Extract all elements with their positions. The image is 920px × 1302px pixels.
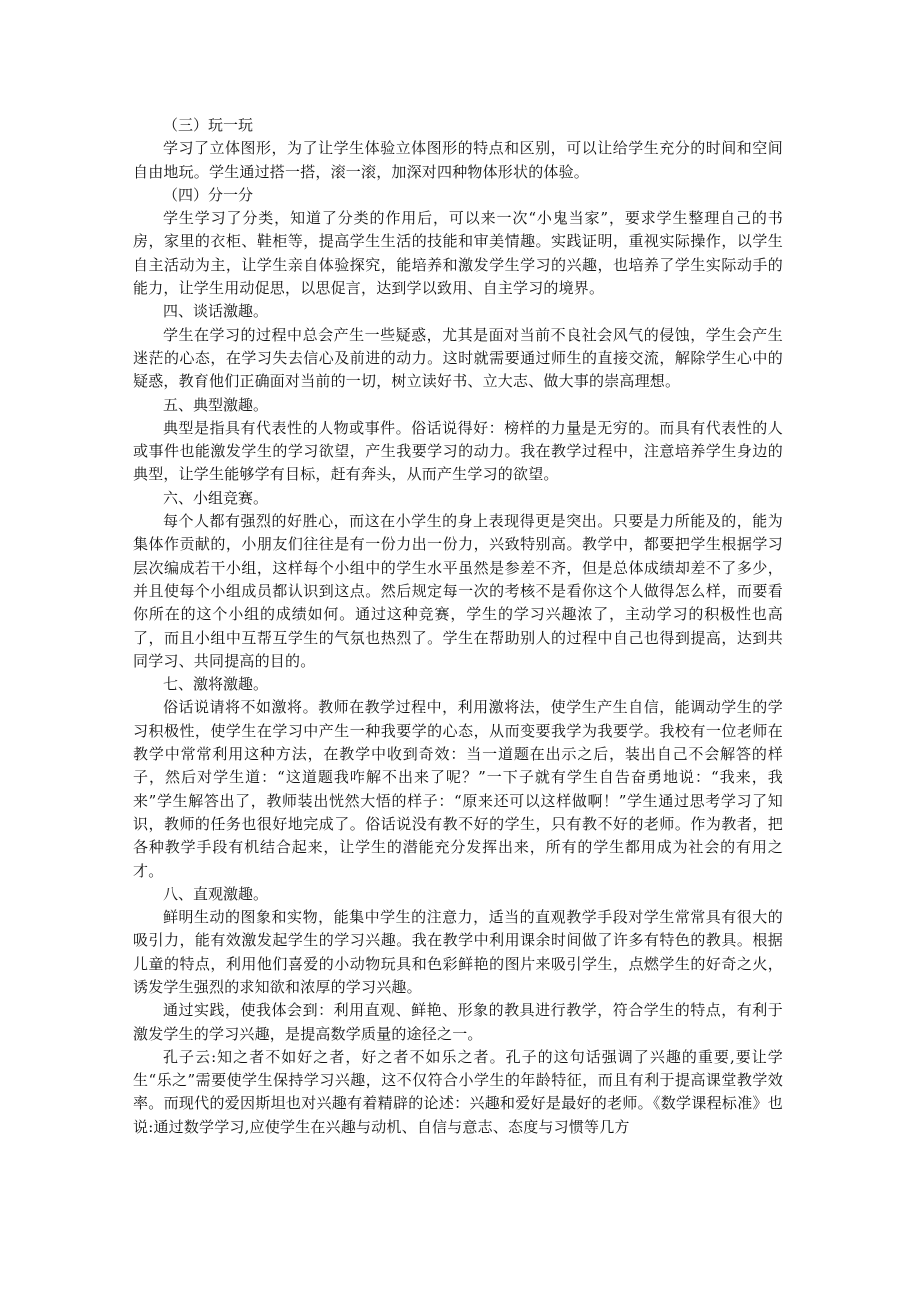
paragraph-group: 每个人都有强烈的好胜心，而这在小学生的身上表现得更是突出。只要是力所能及的，能为集体作贡献的，小朋友们往往是有一份力出一份力，兴致特别高。教学中，都要把学生根据学习层次编成若干小组，这样每个小组中的学生水平虽然是参差不齐，但是总体成绩却差不了多少，并且使每个小组成员都认识到这点。然后规定每一次的考核不是看你这个人做得怎么样，而要看你所在的这个小组的成绩如何。通过这种竞赛，学生的学习兴趣浓了，主动学习的积极性也高了，而且小组中互帮互学生的气氛也热烈了。学生在帮助别人的过程中自己也得到提高，达到共同学习、共同提高的目的。 bbox=[133, 512, 783, 670]
section-heading-group: 六、小组竞赛。 bbox=[163, 488, 269, 507]
section-heading-play: （三）玩一玩 bbox=[163, 116, 254, 134]
paragraph-model: 典型是指具有代表性的人物或事件。俗话说得好：榜样的力量是无穷的。而具有代表性的人或事件也能激发学生的学习欲望，产生我要学习的动力。我在教学过程中，注意培养学生身边的典型，让学生能够学有目标，赶有奔头，从而产生学习的欲望。 bbox=[133, 418, 783, 484]
paragraph-confucius: 孔子云:知之者不如好之者，好之者不如乐之者。孔子的这句话强调了兴趣的重要,要让学生“乐之”需要使学生保持学习兴趣，这不仅符合小学生的年龄特征，而且有利于提高课堂教学效率。而现代的爱因斯坦也对兴趣有着精辟的论述：兴趣和爱好是最好的老师。《数学课程标准》也说:通过数学学习,应使学生在兴趣与动机、自信与意志、态度与习惯等几方 bbox=[133, 1047, 783, 1136]
section-heading-sort: （四）分一分 bbox=[163, 185, 254, 204]
paragraph-sort: 学生学习了分类，知道了分类的作用后，可以来一次“小鬼当家”，要求学生整理自己的书房，家里的衣柜、鞋柜等，提高学生生活的技能和审美情趣。实践证明，重视实际操作，以学生自主活动为主，让学生亲自体验探究，能培养和激发学生学习的兴趣，也培养了学生实际动手的能力，让学生用动促思，以思促言，达到学以致用、自主学习的境界。 bbox=[133, 209, 783, 298]
section-heading-talk: 四、谈话激趣。 bbox=[163, 302, 269, 321]
paragraph-provoke: 俗话说请将不如激将。教师在教学过程中，利用激将法，使学生产生自信，能调动学生的学习积极性，使学生在学习中产生一种我要学的心态，从而变要我学为我要学。我校有一位老师在教学中常常利用这种方法，在教学中收到奇效：当一道题在出示之后，装出自己不会解答的样子，然后对学生道：“这道题我咋解不出来了呢？”一下子就有学生自告奋勇地说：“我来，我来”学生解答出了，教师装出恍然大悟的样子：“原来还可以这样做啊！”学生通过思考学习了知识，教师的任务也很好地完成了。俗话说没有教不好的学生，只有教不好的老师。作为教者，把各种教学手段有机结合起来，让学生的潜能充分发挥出来，所有的学生都用成为社会的有用之才。 bbox=[133, 698, 783, 880]
paragraph-play: 学习了立体图形，为了让学生体验立体图形的特点和区别，可以让给学生充分的时间和空间自由地玩。学生通过搭一搭，滚一滚，加深对四种物体形状的体验。 bbox=[133, 139, 783, 181]
section-heading-visual: 八、直观激趣。 bbox=[163, 884, 269, 903]
document-page bbox=[133, 114, 783, 1139]
paragraph-talk: 学生在学习的过程中总会产生一些疑惑，尤其是面对当前不良社会风气的侵蚀，学生会产生迷茫的心态，在学习失去信心及前进的动力。这时就需要通过师生的直接交流，解除学生心中的疑惑，教育他们正确面对当前的一切，树立读好书、立大志、做大事的崇高理想。 bbox=[133, 325, 783, 391]
paragraph-practice: 通过实践，使我体会到：利用直观、鲜艳、形象的教具进行教学，符合学生的特点，有利于激发学生的学习兴趣，是提高数学质量的途径之一。 bbox=[133, 1001, 783, 1043]
paragraph-visual: 鲜明生动的图象和实物，能集中学生的注意力，适当的直观教学手段对学生常常具有很大的吸引力，能有效激发起学生的学习兴趣。我在教学中利用课余时间做了许多有特色的教具。根据儿童的特点，利用他们喜爱的小动物玩具和色彩鲜艳的图片来吸引学生，点燃学生的好奇之火，诱发学生强烈的求知欲和浓厚的学习兴趣。 bbox=[133, 908, 783, 996]
section-heading-provoke: 七、激将激趣。 bbox=[163, 675, 269, 694]
section-heading-model: 五、典型激趣。 bbox=[163, 395, 269, 414]
